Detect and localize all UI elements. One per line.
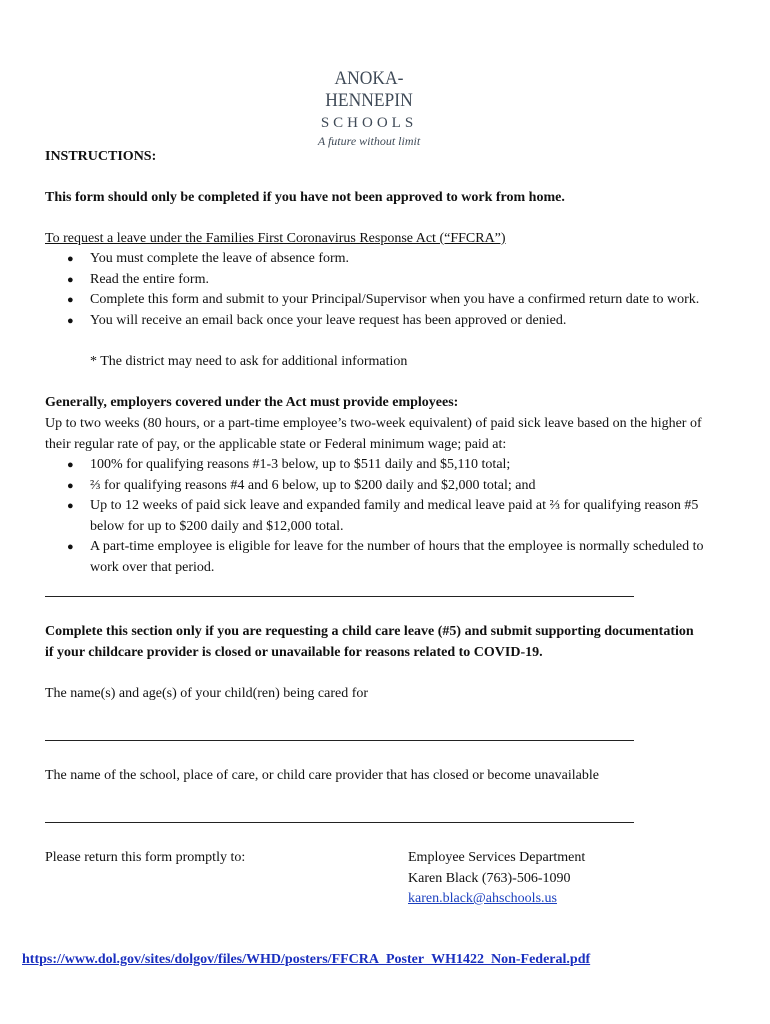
work-from-home-notice: This form should only be completed if you have not been approved to work from home. xyxy=(45,190,565,205)
logo-schools: SCHOOLS xyxy=(320,115,418,131)
instructions-heading: INSTRUCTIONS: xyxy=(45,149,157,164)
ffcra-heading: To request a leave under the Families First Coronavirus Response Act (“FFCRA”) xyxy=(45,231,506,246)
employers-heading: Generally, employers covered under the Act must provide employees: xyxy=(45,395,459,410)
list-item: ● 100% for qualifying reasons #1-3 below, up to $511 daily and $5,110 total; xyxy=(67,455,717,476)
list-item: ● You will receive an email back once your leave request has been approved or denied. xyxy=(67,311,717,332)
bullet-icon: ● xyxy=(67,500,74,512)
logo-tagline: A future without limit xyxy=(317,134,421,148)
bullet-icon: ● xyxy=(67,541,74,553)
bullet-icon: ● xyxy=(67,294,74,306)
provider-field[interactable] xyxy=(45,798,634,820)
list-item: ● Complete this form and submit to your Principal/Supervisor when you have a confirmed return date to work. xyxy=(67,290,717,311)
department-name: Employee Services Department xyxy=(408,850,586,865)
contact-email-link[interactable]: karen.black@ahschools.us xyxy=(408,891,557,906)
district-logo xyxy=(298,68,440,149)
children-label: The name(s) and age(s) of your child(ren) being cared for xyxy=(45,686,369,701)
bullet-icon: ● xyxy=(67,314,74,327)
list-item: ● Up to 12 weeks of paid sick leave and expanded family and medical leave paid at ⅔ for qualifying reason #5 below for up to $200 daily and $12,000 total. xyxy=(67,498,699,534)
provider-label: The name of the school, place of care, or child care provider that has closed or become unavailable xyxy=(45,768,599,783)
children-field[interactable] xyxy=(45,716,634,738)
list-item: ● Read the entire form. xyxy=(67,270,717,291)
bullet-icon: ● xyxy=(67,479,74,492)
logo-name: ANOKA-HENNEPIN xyxy=(325,68,413,111)
ffcra-list xyxy=(67,249,717,331)
list-item: ● A part-time employee is eligible for leave for the number of hours that the employee is normally scheduled to work over that period. xyxy=(67,539,704,575)
list-item: ● You must complete the leave of absence form. xyxy=(67,249,717,270)
employers-intro: Up to two weeks (80 hours, or a part-time employee’s two-week equivalent) of paid sick leave based on the higher of their regular rate of pay, or the applicable state or Federal minimum wage; paid at: xyxy=(45,416,702,452)
provider-field-line xyxy=(45,822,634,823)
dol-poster-link[interactable]: https://www.dol.gov/sites/dolgov/files/WHD/posters/FFCRA_Poster_WH1422_Non-Federal.pdf xyxy=(22,952,591,967)
ffcra-note: * The district may need to ask for additional information xyxy=(90,354,408,369)
bullet-icon: ● xyxy=(67,253,74,265)
children-field-line xyxy=(45,740,634,741)
contact-name-phone: Karen Black (763)-506-1090 xyxy=(408,870,571,886)
section-divider xyxy=(45,596,634,597)
return-contact xyxy=(408,848,585,910)
bullet-icon: ● xyxy=(67,459,74,471)
return-label: Please return this form promptly to: xyxy=(45,850,246,865)
childcare-heading: Complete this section only if you are requesting a child care leave (#5) and submit supporting documentation if your childcare provider is closed or unavailable for reasons related to COVID-19. xyxy=(45,624,694,660)
bullet-icon: ● xyxy=(67,273,74,286)
list-item: ● ⅔ for qualifying reasons #4 and 6 below, up to $200 daily and $2,000 total; and xyxy=(67,476,717,497)
pay-rates-list xyxy=(67,455,717,578)
